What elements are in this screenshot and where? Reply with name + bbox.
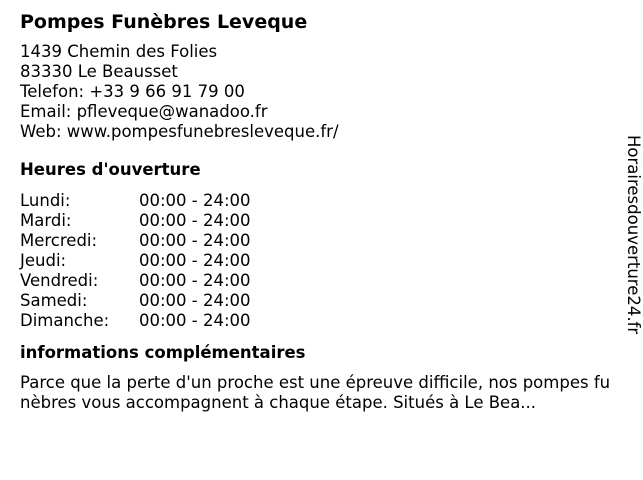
hours-row-tuesday: [20, 211, 610, 231]
contact-block: [20, 42, 610, 142]
hours-day: Lundi:: [20, 191, 71, 210]
email-line: Email: pfleveque@wanadoo.fr: [20, 102, 268, 121]
hours-row-thursday: [20, 251, 610, 271]
hours-time: 00:00 - 24:00: [139, 191, 251, 210]
hours-time: 00:00 - 24:00: [139, 271, 251, 290]
hours-day: Jeudi:: [20, 251, 67, 270]
hours-time: 00:00 - 24:00: [139, 311, 251, 330]
site-brand-vertical: Horairesdouverture24.fr: [624, 135, 643, 335]
hours-time: 00:00 - 24:00: [139, 211, 251, 230]
hours-day: Samedi:: [20, 291, 88, 310]
additional-info-text: Parce que la perte d'un proche est une épreuve difficile, nos pompes funèbres vous accompagnent à chaque étape. Situés à Le Bea...: [20, 373, 611, 412]
business-card: [20, 10, 610, 413]
opening-hours-heading: Heures d'ouverture: [20, 160, 201, 179]
additional-info-heading: informations complémentaires: [20, 343, 306, 362]
hours-time: 00:00 - 24:00: [139, 231, 251, 250]
phone-line: Telefon: +33 9 66 91 79 00: [20, 82, 245, 101]
hours-row-saturday: [20, 291, 610, 311]
hours-row-monday: [20, 191, 610, 211]
hours-day: Mercredi:: [20, 231, 98, 250]
hours-day: Vendredi:: [20, 271, 99, 290]
hours-row-friday: [20, 271, 610, 291]
hours-row-sunday: [20, 311, 610, 331]
opening-hours-table: [20, 191, 610, 331]
hours-day: Mardi:: [20, 211, 72, 230]
business-name: Pompes Funèbres Leveque: [20, 11, 308, 33]
hours-row-wednesday: [20, 231, 610, 251]
address-city: 83330 Le Beausset: [20, 62, 178, 81]
hours-time: 00:00 - 24:00: [139, 251, 251, 270]
website-line: Web: www.pompesfunebresleveque.fr/: [20, 122, 339, 141]
hours-time: 00:00 - 24:00: [139, 291, 251, 310]
hours-day: Dimanche:: [20, 311, 110, 330]
address-street: 1439 Chemin des Folies: [20, 42, 218, 61]
